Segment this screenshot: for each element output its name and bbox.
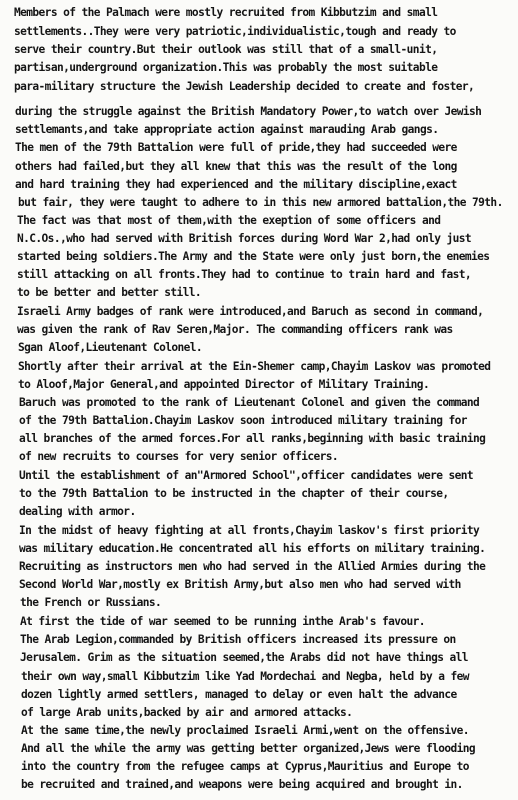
text-line: others had failed,but they all knew that this was the result of the long xyxy=(15,160,457,173)
text-line: Until the establishment of an"Armored School",officer candidates were sent xyxy=(19,469,474,482)
text-line: para-military structure the Jewish Leadership decided to create and foster, xyxy=(14,80,475,93)
text-line: The fact was that most of them,with the exeption of some officers and xyxy=(17,214,441,227)
text-line: Baruch was promoted to the rank of Lieutenant Colonel and given the command xyxy=(19,396,480,409)
text-line: of new recruits to courses for very senior officers. xyxy=(19,450,339,463)
text-line: And all the while the army was getting better organized,Jews were flooding xyxy=(21,742,476,755)
text-line: At the same time,the newly proclaimed Israeli Armi,went on the offensive. xyxy=(21,724,469,737)
text-line: of the 79th Battalion.Chayim Laskov soon introduced military training for xyxy=(19,414,467,427)
text-line: be recruited and trained,and weapons were being acquired and brought in. xyxy=(21,778,463,791)
text-line: partisan,underground organization.This was probably the most suitable xyxy=(14,61,438,74)
text-line: Shortly after their arrival at the Ein-Shemer camp,Chayim Laskov was promoted xyxy=(18,360,491,373)
text-line: Recruiting as instructors men who had served in the Allied Armies during the xyxy=(19,560,486,573)
text-line: to the 79th Battalion to be instructed in the chapter of their course, xyxy=(19,487,449,500)
text-line: started being soldiers.The Army and the State were only just born,the enemies xyxy=(17,250,490,263)
text-line: was given the rank of Rav Seren,Major. The commanding officers rank was xyxy=(17,323,453,336)
text-line: into the country from the refugee camps at Cyprus,Mauritius and Europe to xyxy=(21,760,469,773)
text-line: Second World War,mostly ex British Army,but also men who had served with xyxy=(19,578,461,591)
text-line: Jerusalem. Grim as the situation seemed,the Arabs did not have things all xyxy=(20,651,468,664)
text-line: and hard training they had experienced and the military discipline,exact xyxy=(15,178,457,191)
text-line: dealing with armor. xyxy=(19,505,136,518)
text-line: The Arab Legion,commanded by British officers increased its pressure on xyxy=(20,633,456,646)
text-line: Israeli Army badges of rank were introduced,and Baruch as second in command, xyxy=(17,305,484,318)
text-line: was military education.He concentrated all his efforts on military training. xyxy=(19,542,486,555)
text-line: settlements..They were very patriotic,individualistic,tough and ready to xyxy=(14,25,456,38)
text-line: Members of the Palmach were mostly recruited from Kibbutzim and small xyxy=(14,6,438,19)
text-line: N.C.Os.,who had served with British forces during Word War 2,had only just xyxy=(17,232,472,245)
text-line: to be better and better still. xyxy=(17,286,202,299)
text-line: The men of the 79th Battalion were full of pride,they had succeeded were xyxy=(15,141,457,154)
text-line: Sgan Aloof,Lieutenant Colonel. xyxy=(18,341,203,354)
text-line: the French or Russians. xyxy=(20,596,162,609)
text-line: settlemants,and take appropriate action against marauding Arab gangs. xyxy=(15,123,439,136)
text-line: all branches of the armed forces.For all ranks,beginning with basic training xyxy=(19,432,486,445)
text-line: during the struggle against the British Mandatory Power,to watch over Jewish xyxy=(15,105,482,118)
text-line: serve their country.But their outlook was still that of a small-unit, xyxy=(14,43,438,56)
text-line: their own way,small Kibbutzim like Yad Mordechai and Negba, held by a few xyxy=(21,670,469,683)
text-line: to Aloof,Major General,and appointed Director of Military Training. xyxy=(18,378,430,391)
text-line: In the midst of heavy fighting at all fronts,Chayim laskov's first priority xyxy=(19,524,480,537)
text-line: At first the tide of war seemed to be running inthe Arab's favour. xyxy=(20,615,425,628)
text-line: still attacking on all fronts.They had to continue to train hard and fast, xyxy=(17,268,472,281)
text-line: dozen lightly armed settlers, managed to delay or even halt the advance xyxy=(21,688,457,701)
text-line: but fair, they were taught to adhere to in this new armored battalion,the 79th. xyxy=(18,196,503,209)
text-line: of large Arab units,backed by air and armored attacks. xyxy=(21,706,353,719)
